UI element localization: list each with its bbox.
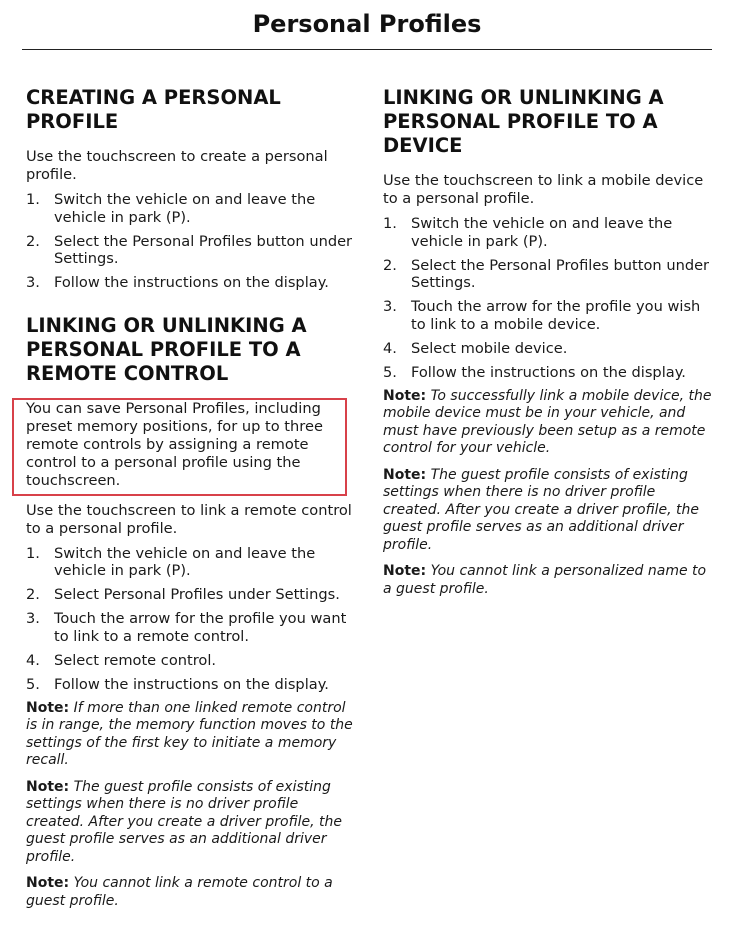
step-number: 2. — [383, 256, 397, 274]
step-number: 1. — [26, 544, 40, 562]
step-item — [383, 298, 713, 333]
note-text: To successfully link a mobile device, the mobile device must be in your vehicle, and must have previously been setup as a remote control for your vehicle. — [383, 387, 712, 456]
note-text: You cannot link a remote control to a guest profile. — [26, 875, 333, 909]
step-number: 5. — [26, 675, 40, 693]
step-item — [26, 652, 356, 670]
step-item — [383, 364, 713, 382]
step-text: Follow the instructions on the display. — [54, 675, 329, 693]
note-text: The guest profile consists of existing settings when there is no driver profile created. After you create a driver profile, the guest profile serves as an additional driver profile. — [26, 778, 343, 865]
step-number: 1. — [383, 215, 397, 232]
note — [383, 563, 713, 598]
note-text: You cannot link a personalized name to a guest profile. — [383, 563, 707, 597]
step-text: Select the Personal Profiles button under Settings. — [54, 232, 353, 267]
note-text: The guest profile consists of existing settings when there is no driver profile created. After you create a driver profile, the guest profile serves as an additional driver profile. — [383, 466, 700, 553]
note-label: Note: — [383, 387, 427, 404]
step-text: Switch the vehicle on and leave the vehicle in park (P). — [411, 215, 673, 250]
step-item — [26, 586, 356, 604]
step-item — [26, 274, 356, 292]
step-number: 4. — [383, 339, 397, 357]
steps-list — [26, 191, 356, 292]
step-text: Switch the vehicle on and leave the vehicle in park (P). — [54, 544, 316, 579]
step-number: 3. — [26, 274, 40, 291]
page-title: Personal Profiles — [252, 10, 482, 38]
step-item — [383, 215, 713, 250]
step-text: Switch the vehicle on and leave the vehicle in park (P). — [54, 191, 316, 226]
highlighted-paragraph: You can save Personal Profiles, including preset memory positions, for up to three remote controls by assigning a remote control to a personal profile using the touchscreen. — [26, 399, 323, 489]
highlight-box — [12, 398, 347, 496]
step-text: Touch the arrow for the profile you wish to link to a mobile device. — [411, 298, 701, 333]
note — [26, 779, 356, 867]
step-item — [26, 233, 356, 268]
section-heading-device: LINKING OR UNLINKING A PERSONAL PROFILE TO A DEVICE — [383, 86, 664, 157]
step-number: 5. — [383, 363, 397, 381]
step-text: Follow the instructions on the display. — [54, 274, 329, 291]
step-text: Touch the arrow for the profile you want to link to a remote control. — [54, 610, 347, 645]
step-number: 3. — [26, 610, 40, 627]
title-divider — [22, 49, 712, 50]
step-item — [383, 257, 713, 292]
note-label: Note: — [26, 778, 70, 795]
left-column — [26, 86, 356, 919]
step-text: Select the Personal Profiles button under Settings. — [411, 256, 710, 291]
step-item — [383, 340, 713, 358]
note — [383, 388, 713, 458]
note-label: Note: — [383, 466, 427, 483]
step-text: Select Personal Profiles under Settings. — [54, 586, 340, 603]
step-number: 2. — [26, 232, 40, 250]
step-text: Select mobile device. — [411, 339, 568, 357]
note-label: Note: — [383, 563, 427, 579]
section-heading-remote-control: LINKING OR UNLINKING A PERSONAL PROFILE TO A REMOTE CONTROL — [26, 313, 307, 385]
section-intro: Use the touchscreen to link a remote control to a personal profile. — [26, 501, 352, 537]
step-item — [26, 191, 356, 226]
step-number: 2. — [26, 586, 40, 603]
right-column — [383, 86, 713, 607]
section-intro: Use the touchscreen to create a personal profile. — [26, 148, 328, 183]
steps-list — [383, 215, 713, 381]
note — [26, 875, 356, 910]
step-number: 1. — [26, 191, 40, 208]
step-item — [26, 610, 356, 645]
step-number: 3. — [383, 298, 397, 315]
note — [26, 700, 356, 770]
note — [383, 467, 713, 555]
step-text: Follow the instructions on the display. — [411, 363, 686, 381]
step-item — [26, 676, 356, 694]
step-number: 4. — [26, 651, 40, 669]
section-heading-creating-profile: CREATING A PERSONAL PROFILE — [26, 86, 281, 133]
section-intro: Use the touchscreen to link a mobile device to a personal profile. — [383, 172, 704, 207]
note-label: Note: — [26, 699, 70, 716]
note-label: Note: — [26, 875, 70, 891]
steps-list — [26, 545, 356, 694]
step-text: Select remote control. — [54, 651, 217, 669]
note-text: If more than one linked remote control is in range, the memory function moves to the settings of the first key to initiate a memory recall. — [26, 699, 353, 768]
step-item — [26, 545, 356, 580]
